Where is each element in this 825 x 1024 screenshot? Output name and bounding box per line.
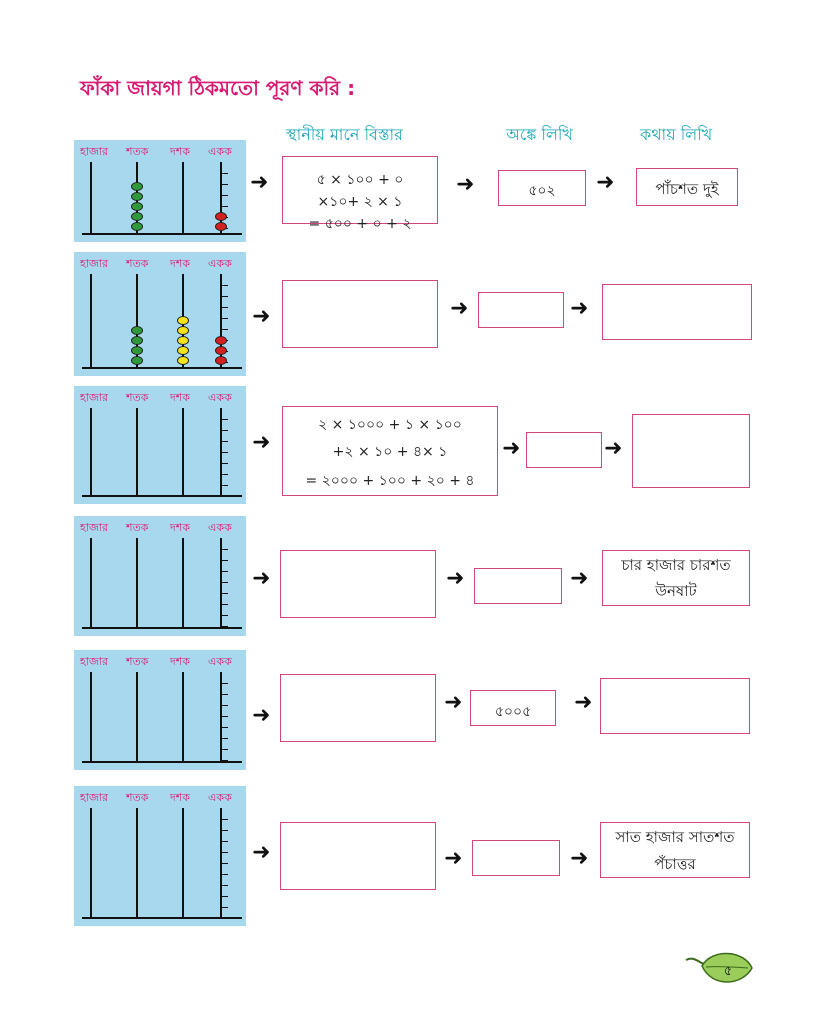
expanded-form-box[interactable] [282, 156, 438, 232]
arrow-right-icon: ➜ [252, 703, 271, 728]
words-box[interactable] [602, 550, 750, 606]
arrow-right-icon: ➜ [252, 430, 271, 455]
abacus-rod [90, 408, 92, 496]
abacus-tick [222, 184, 228, 185]
abacus-tick [222, 830, 228, 831]
words-box[interactable] [636, 168, 738, 206]
abacus-place-label: শতক [126, 391, 149, 404]
header-words: কথায় লিখি [640, 125, 713, 144]
abacus-tick [222, 896, 228, 897]
words-line: সাত হাজার সাতশত [615, 828, 735, 846]
abacus [74, 516, 246, 636]
abacus-tick [222, 560, 228, 561]
words-box[interactable] [600, 822, 750, 878]
abacus-tick [222, 819, 228, 820]
expanded-form-line: = ৫০০ + ০ + ২ [308, 216, 412, 232]
abacus-tick [222, 705, 228, 706]
page-number: ৫ [723, 964, 733, 979]
digits-value: ৫০২ [528, 183, 556, 199]
abacus-tick [222, 727, 228, 728]
arrow-right-icon: ➜ [444, 846, 463, 871]
abacus-bead [177, 346, 189, 355]
abacus [74, 386, 246, 504]
abacus-place-label: শতক [126, 521, 149, 534]
abacus-rod [182, 408, 184, 496]
expanded-form-line: ×১০+ ২ × ১ [317, 194, 403, 210]
abacus-tick [222, 206, 228, 207]
abacus-rod [90, 538, 92, 628]
abacus-tick [222, 318, 228, 319]
digits-box[interactable] [474, 568, 562, 604]
digits-box[interactable] [526, 432, 602, 468]
abacus-tick [222, 738, 228, 739]
words-line: পাঁচশত দুই [655, 180, 719, 198]
abacus-rod [136, 808, 138, 918]
arrow-right-icon: ➜ [596, 170, 615, 195]
abacus-bead [215, 336, 227, 345]
abacus-tick [222, 329, 228, 330]
abacus-tick [222, 852, 228, 853]
words-box[interactable] [602, 284, 752, 340]
arrow-right-icon: ➜ [570, 846, 589, 871]
arrow-right-icon: ➜ [252, 840, 271, 865]
abacus-tick [222, 463, 228, 464]
digits-box[interactable] [498, 170, 586, 206]
abacus-place-label: দশক [170, 655, 190, 668]
abacus-place-label: হাজার [80, 257, 109, 270]
abacus-place-label: একক [208, 145, 232, 158]
abacus-bead [131, 212, 143, 221]
abacus-place-label: শতক [126, 791, 149, 804]
abacus-tick [222, 683, 228, 684]
abacus-rod [182, 672, 184, 762]
abacus-tick [222, 694, 228, 695]
abacus-place-label: হাজার [80, 791, 109, 804]
abacus-base [82, 627, 242, 629]
abacus-base [82, 233, 242, 235]
abacus-base [82, 495, 242, 497]
abacus-bead [131, 192, 143, 201]
abacus-bead [131, 182, 143, 191]
abacus-tick [222, 885, 228, 886]
arrow-right-icon: ➜ [570, 296, 589, 321]
abacus-place-label: একক [208, 655, 232, 668]
abacus [74, 252, 246, 376]
arrow-right-icon: ➜ [604, 436, 623, 461]
abacus-tick [222, 907, 228, 908]
arrow-right-icon: ➜ [574, 690, 593, 715]
abacus-place-label: শতক [126, 145, 149, 158]
arrow-right-icon: ➜ [456, 172, 475, 197]
words-box[interactable] [632, 414, 750, 488]
expanded-form-box[interactable] [282, 280, 438, 348]
abacus-tick [222, 874, 228, 875]
arrow-right-icon: ➜ [250, 170, 269, 195]
abacus-rod [90, 672, 92, 762]
digits-box[interactable] [472, 840, 560, 876]
abacus-bead [215, 356, 227, 365]
header-expanded-form: স্থানীয় মানে বিস্তার [286, 125, 403, 144]
abacus-rod [182, 538, 184, 628]
abacus-base [82, 917, 242, 919]
abacus-place-label: দশক [170, 391, 190, 404]
abacus-tick [222, 549, 228, 550]
abacus-rod [90, 162, 92, 234]
abacus-place-label: দশক [170, 521, 190, 534]
abacus-bead [177, 356, 189, 365]
expanded-form-box[interactable] [280, 674, 436, 742]
header-digits: অঙ্কে লিখি [506, 125, 573, 144]
abacus-place-label: একক [208, 521, 232, 534]
abacus-bead [131, 202, 143, 211]
abacus-tick [222, 452, 228, 453]
abacus-tick [222, 841, 228, 842]
abacus-bead [131, 356, 143, 365]
abacus-rod [136, 538, 138, 628]
abacus-tick [222, 604, 228, 605]
abacus-place-label: দশক [170, 791, 190, 804]
words-line: উনষাট [655, 582, 697, 600]
abacus-rod [90, 808, 92, 918]
words-box[interactable] [600, 678, 750, 734]
abacus-place-label: দশক [170, 145, 190, 158]
leaf-icon [684, 946, 754, 988]
abacus-rod [182, 162, 184, 234]
abacus-tick [222, 615, 228, 616]
abacus-bead [177, 316, 189, 325]
abacus-tick [222, 571, 228, 572]
digits-value: ৫০০৫ [494, 704, 532, 720]
abacus-rod [90, 274, 92, 368]
abacus-bead [177, 336, 189, 345]
abacus-bead [131, 336, 143, 345]
expanded-form-line: +২ × ১০ + ৪× ১ [332, 444, 448, 460]
expanded-form-box[interactable] [280, 822, 436, 890]
abacus-bead [177, 326, 189, 335]
abacus-tick [222, 474, 228, 475]
expanded-form-box[interactable] [280, 550, 436, 618]
arrow-right-icon: ➜ [570, 566, 589, 591]
abacus-tick [222, 863, 228, 864]
abacus-bead [215, 346, 227, 355]
page-title: ফাঁকা জায়গা ঠিকমতো পূরণ করি : [80, 76, 356, 100]
abacus-tick [222, 593, 228, 594]
expanded-form-line: ৫ × ১০০ + ০ [316, 172, 404, 188]
digits-box[interactable] [470, 690, 556, 726]
abacus-place-label: শতক [126, 655, 149, 668]
abacus-place-label: শতক [126, 257, 149, 270]
abacus-rod [136, 672, 138, 762]
abacus-bead [215, 212, 227, 221]
abacus-tick [222, 285, 228, 286]
abacus-tick [222, 582, 228, 583]
arrow-right-icon: ➜ [252, 304, 271, 329]
words-line: চার হাজার চারশত [621, 556, 731, 574]
abacus [74, 140, 246, 242]
abacus-rod [182, 808, 184, 918]
expanded-form-line: = ২০০০ + ১০০ + ২০ + ৪ [305, 473, 475, 489]
abacus-base [82, 367, 242, 369]
abacus [74, 650, 246, 770]
abacus-bead [131, 222, 143, 231]
abacus-tick [222, 419, 228, 420]
abacus-base [82, 761, 242, 763]
abacus-place-label: হাজার [80, 655, 109, 668]
digits-box[interactable] [478, 292, 564, 328]
arrow-right-icon: ➜ [450, 296, 469, 321]
abacus-tick [222, 430, 228, 431]
arrow-right-icon: ➜ [252, 566, 271, 591]
abacus-place-label: হাজার [80, 521, 109, 534]
arrow-right-icon: ➜ [446, 566, 465, 591]
abacus-tick [222, 485, 228, 486]
abacus-place-label: হাজার [80, 145, 109, 158]
abacus-tick [222, 296, 228, 297]
abacus-place-label: দশক [170, 257, 190, 270]
arrow-right-icon: ➜ [502, 436, 521, 461]
abacus-bead [131, 346, 143, 355]
abacus-tick [222, 173, 228, 174]
abacus-place-label: একক [208, 257, 232, 270]
arrow-right-icon: ➜ [444, 690, 463, 715]
abacus-tick [222, 441, 228, 442]
abacus-place-label: হাজার [80, 391, 109, 404]
expanded-form-box[interactable] [282, 406, 498, 496]
abacus-tick [222, 716, 228, 717]
abacus-place-label: একক [208, 791, 232, 804]
words-line: পঁচাত্তর [654, 855, 696, 873]
abacus-rod [136, 408, 138, 496]
abacus-bead [215, 222, 227, 231]
abacus-tick [222, 749, 228, 750]
abacus-bead [131, 326, 143, 335]
abacus-tick [222, 195, 228, 196]
expanded-form-line: ২ × ১০০০ + ১ × ১০০ [318, 417, 462, 433]
abacus-tick [222, 307, 228, 308]
abacus-place-label: একক [208, 391, 232, 404]
abacus [74, 786, 246, 926]
